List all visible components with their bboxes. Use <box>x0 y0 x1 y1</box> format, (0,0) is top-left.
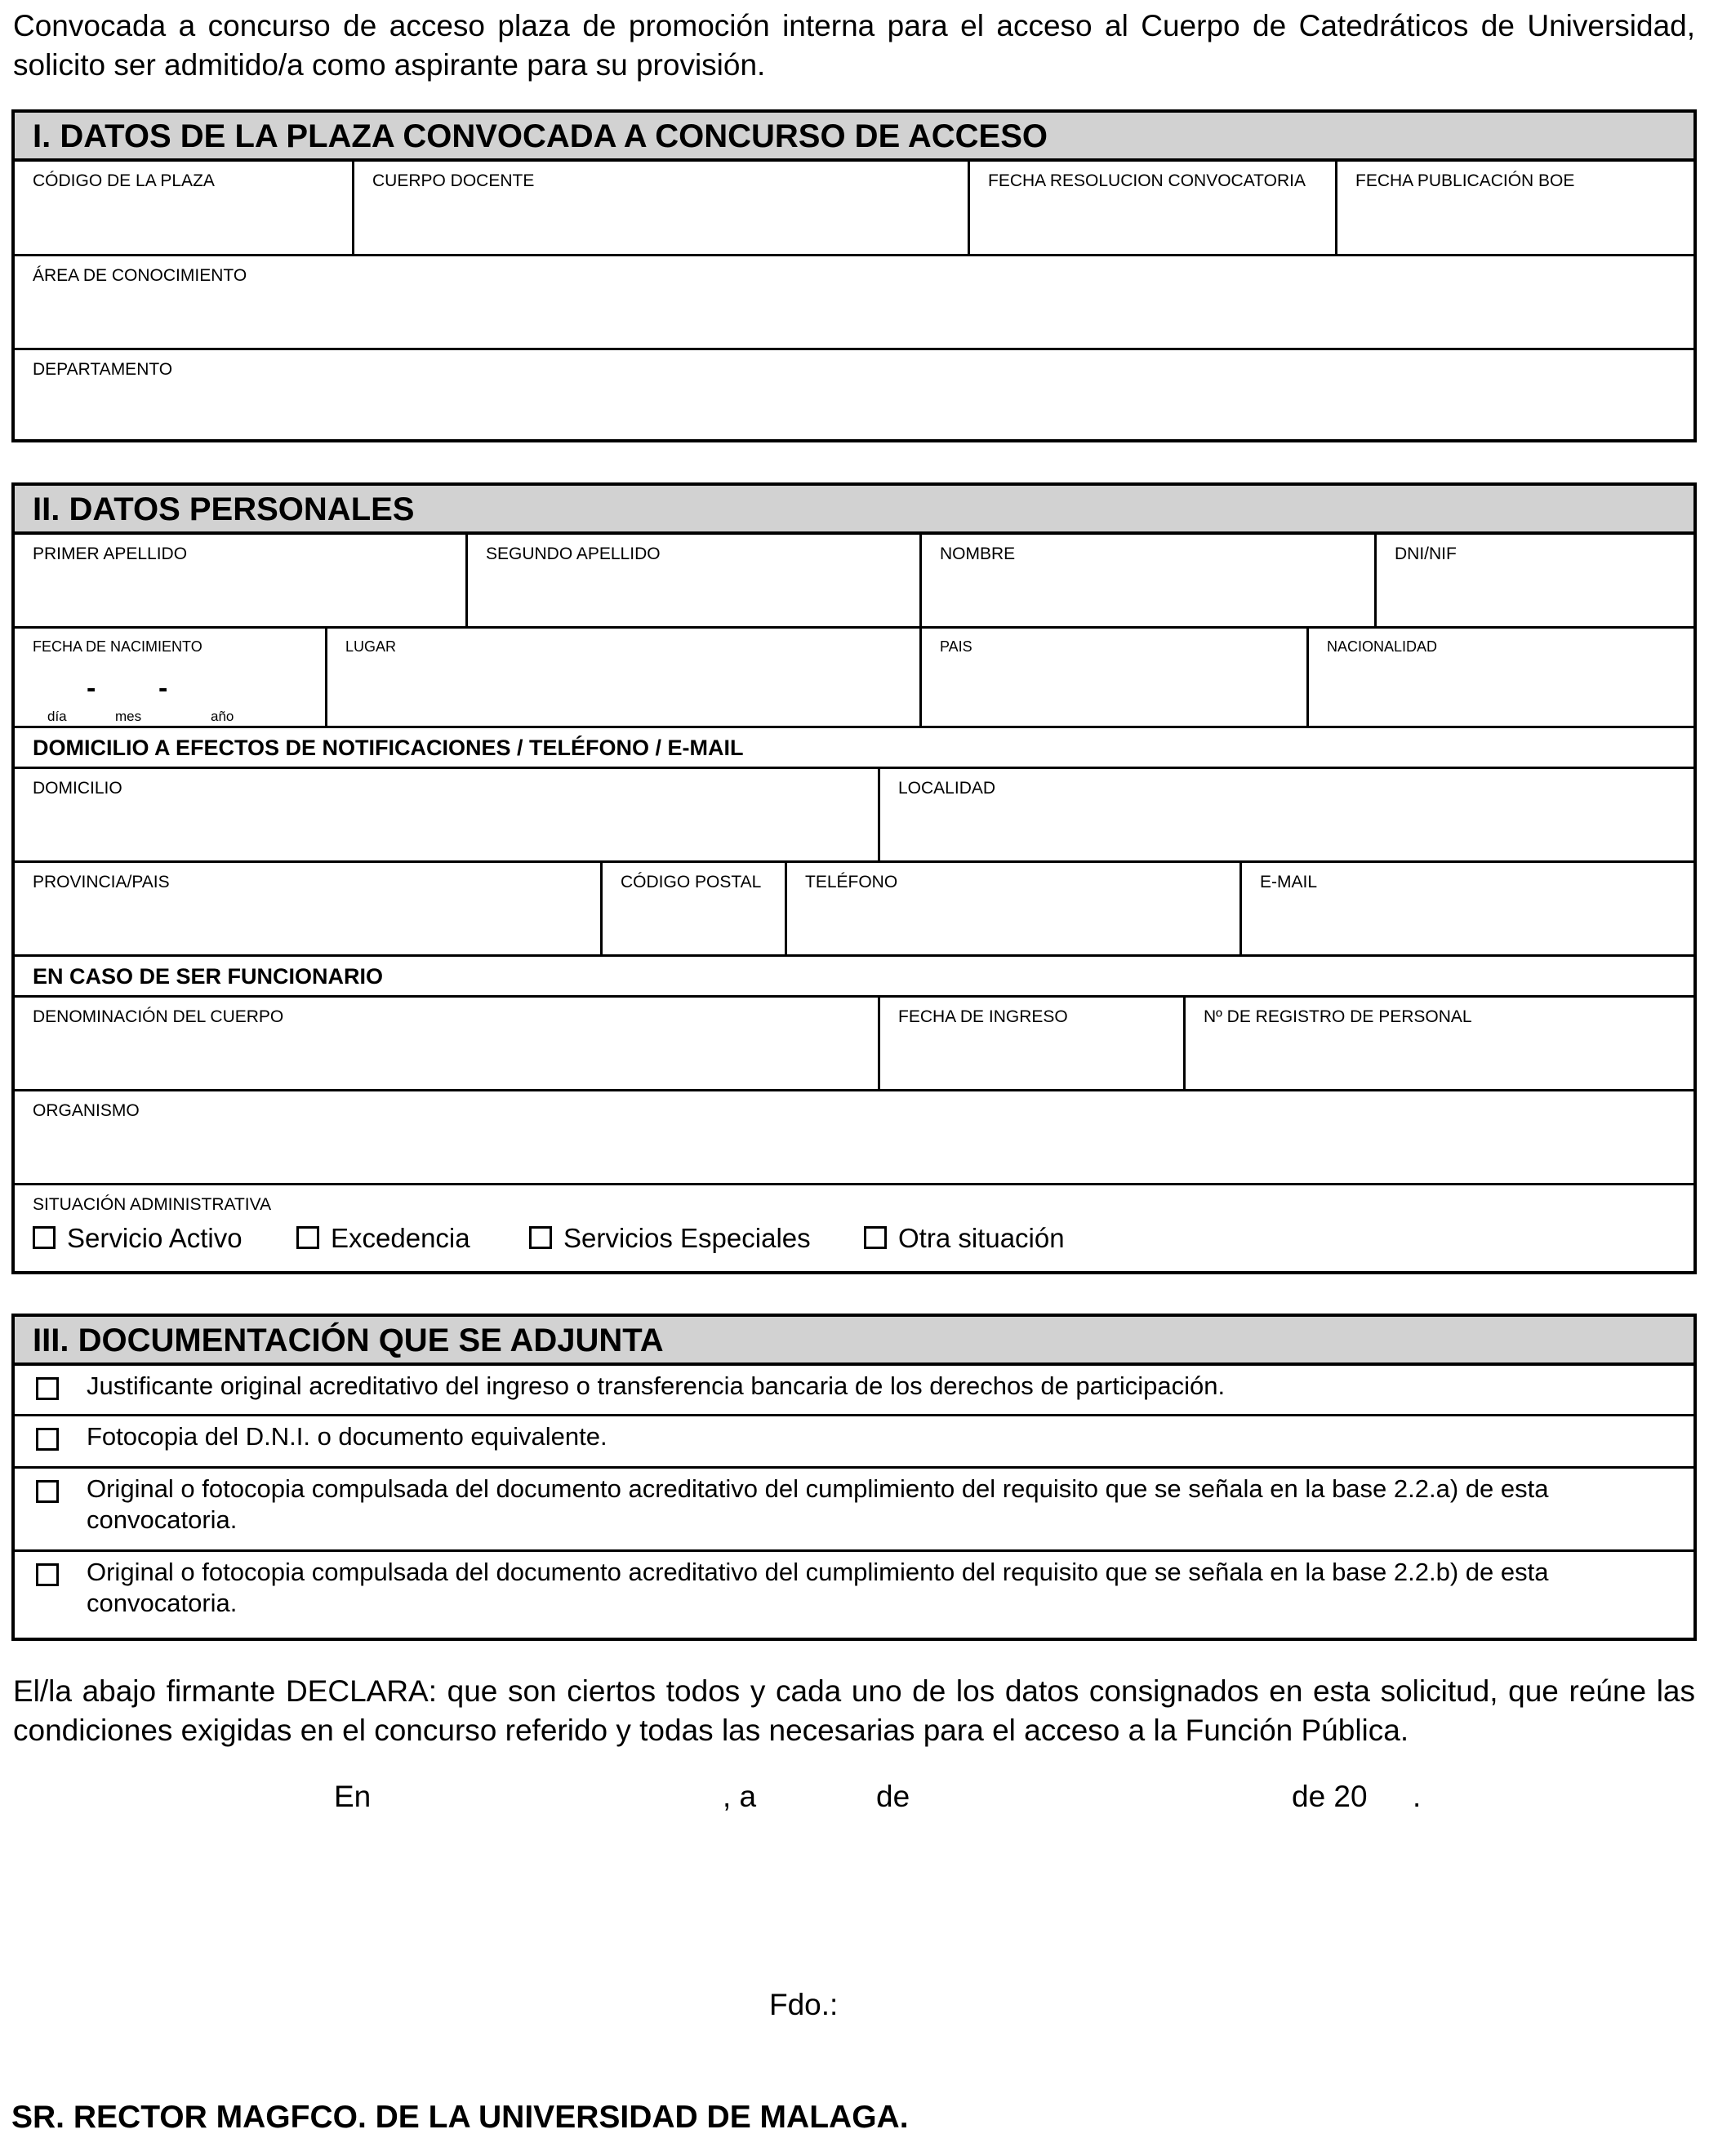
section-plaza-title: I. DATOS DE LA PLAZA CONVOCADA A CONCURSO DE ACCESO <box>15 113 1693 162</box>
email-field[interactable] <box>1242 863 1693 954</box>
domicilio-subheading: DOMICILIO A EFECTOS DE NOTIFICACIONES / TELÉFONO / E-MAIL <box>15 728 1693 769</box>
place-a-label: , a <box>723 1780 757 1813</box>
lugar-field[interactable] <box>327 629 922 726</box>
fecha-ingreso-label: FECHA DE INGRESO <box>898 1007 1068 1026</box>
section-plaza <box>11 109 1697 442</box>
doc-item-dni[interactable] <box>15 1416 1693 1469</box>
place-en-label: En <box>334 1780 372 1813</box>
registro-personal-label: Nº DE REGISTRO DE PERSONAL <box>1204 1007 1472 1026</box>
dia-label: día <box>47 709 67 724</box>
date-separator-1: - <box>87 673 96 704</box>
dni-field[interactable] <box>1377 535 1693 626</box>
signature-label: Fdo.: <box>769 1988 839 2021</box>
fecha-ingreso-field[interactable] <box>880 998 1186 1089</box>
segundo-apellido-label: SEGUNDO APELLIDO <box>486 545 661 563</box>
nacionalidad-label: NACIONALIDAD <box>1327 638 1438 655</box>
requisito-b-text: Original o fotocopia compulsada del documento acreditativo del cumplimiento del requisito que se señala en la base 2.2.b) de esta convocatoria. <box>87 1558 1549 1617</box>
servicios-especiales-checkbox[interactable] <box>529 1226 552 1249</box>
area-conocimiento-field[interactable] <box>15 256 1693 348</box>
pais-label: PAIS <box>940 638 972 655</box>
date-separator-2: - <box>158 673 168 704</box>
codigo-postal-field[interactable] <box>603 863 787 954</box>
fecha-boe-label: FECHA PUBLICACIÓN BOE <box>1355 171 1575 190</box>
excedencia-label: Excedencia <box>331 1223 470 1253</box>
nombre-label: NOMBRE <box>940 545 1016 563</box>
domicilio-label: DOMICILIO <box>33 779 122 798</box>
fecha-resolucion-label: FECHA RESOLUCION CONVOCATORIA <box>988 171 1306 190</box>
date-de-label: de <box>876 1780 910 1813</box>
section-documentacion-title: III. DOCUMENTACIÓN QUE SE ADJUNTA <box>15 1317 1693 1366</box>
codigo-plaza-label: CÓDIGO DE LA PLAZA <box>33 171 215 190</box>
departamento-label: DEPARTAMENTO <box>33 360 173 379</box>
servicio-activo-checkbox[interactable] <box>33 1226 56 1249</box>
area-conocimiento-label: ÁREA DE CONOCIMIENTO <box>33 266 247 285</box>
fecha-nacimiento-field[interactable] <box>15 629 327 726</box>
primer-apellido-label: PRIMER APELLIDO <box>33 545 188 563</box>
localidad-label: LOCALIDAD <box>898 779 996 798</box>
organismo-field[interactable] <box>15 1091 1693 1183</box>
requisito-a-checkbox[interactable] <box>36 1480 59 1503</box>
dni-label: DNI/NIF <box>1395 545 1457 563</box>
option-otra-situacion[interactable] <box>864 1223 1065 1254</box>
justificante-checkbox[interactable] <box>36 1377 59 1400</box>
doc-item-requisito-b[interactable] <box>15 1552 1693 1636</box>
fecha-resolucion-field[interactable] <box>970 162 1337 254</box>
requisito-b-checkbox[interactable] <box>36 1563 59 1586</box>
email-label: E-MAIL <box>1260 873 1318 891</box>
nacionalidad-field[interactable] <box>1309 629 1693 726</box>
justificante-text: Justificante original acreditativo del ingreso o transferencia bancaria de los derechos de participación. <box>87 1371 1226 1400</box>
provincia-field[interactable] <box>15 863 603 954</box>
fecha-boe-field[interactable] <box>1337 162 1693 254</box>
requisito-a-text: Original o fotocopia compulsada del documento acreditativo del cumplimiento del requisito que se señala en la base 2.2.a) de esta convocatoria. <box>87 1474 1549 1534</box>
date-year-label: de 20 <box>1292 1780 1368 1813</box>
telefono-field[interactable] <box>787 863 1242 954</box>
codigo-plaza-field[interactable] <box>15 162 354 254</box>
anio-label: año <box>211 709 234 724</box>
addressee: SR. RECTOR MAGFCO. DE LA UNIVERSIDAD DE MALAGA. <box>11 2100 909 2135</box>
segundo-apellido-field[interactable] <box>468 535 922 626</box>
date-period: . <box>1413 1780 1422 1813</box>
pais-field[interactable] <box>922 629 1309 726</box>
primer-apellido-field[interactable] <box>15 535 468 626</box>
option-servicio-activo[interactable] <box>33 1223 243 1254</box>
section-datos-personales-title: II. DATOS PERSONALES <box>15 486 1693 535</box>
otra-situacion-label: Otra situación <box>898 1223 1065 1253</box>
denominacion-cuerpo-field[interactable] <box>15 998 880 1089</box>
servicios-especiales-label: Servicios Especiales <box>563 1223 811 1253</box>
denominacion-cuerpo-label: DENOMINACIÓN DEL CUERPO <box>33 1007 284 1026</box>
nombre-field[interactable] <box>922 535 1377 626</box>
intro-paragraph: Convocada a concurso de acceso plaza de promoción interna para el acceso al Cuerpo de Catedráticos de Universidad, solicito ser admitido/a como aspirante para su provisión. <box>13 9 1695 82</box>
registro-personal-field[interactable] <box>1186 998 1693 1089</box>
telefono-label: TELÉFONO <box>805 873 898 891</box>
excedencia-checkbox[interactable] <box>296 1226 319 1249</box>
section-datos-personales <box>11 482 1697 1274</box>
option-servicios-especiales[interactable] <box>529 1223 811 1254</box>
dni-text: Fotocopia del D.N.I. o documento equivalente. <box>87 1422 607 1451</box>
departamento-field[interactable] <box>15 350 1693 440</box>
cuerpo-docente-field[interactable] <box>354 162 970 254</box>
fecha-nacimiento-label: FECHA DE NACIMIENTO <box>33 638 202 655</box>
section-documentacion <box>11 1314 1697 1641</box>
lugar-label: LUGAR <box>345 638 397 655</box>
organismo-label: ORGANISMO <box>33 1101 140 1120</box>
option-excedencia[interactable] <box>296 1223 470 1254</box>
cuerpo-docente-label: CUERPO DOCENTE <box>372 171 535 190</box>
declaration-paragraph: El/la abajo firmante DECLARA: que son ciertos todos y cada uno de los datos consignados en esta solicitud, que reúne las condiciones exigidas en el concurso referido y todas las necesarias para el acceso a la Función Pública. <box>13 1674 1695 1747</box>
otra-situacion-checkbox[interactable] <box>864 1226 887 1249</box>
funcionario-subheading: EN CASO DE SER FUNCIONARIO <box>15 957 1693 998</box>
situacion-administrativa-field <box>15 1185 1693 1270</box>
mes-label: mes <box>115 709 142 724</box>
situacion-administrativa-label: SITUACIÓN ADMINISTRATIVA <box>33 1195 272 1214</box>
provincia-label: PROVINCIA/PAIS <box>33 873 170 891</box>
doc-item-justificante[interactable] <box>15 1366 1693 1416</box>
codigo-postal-label: CÓDIGO POSTAL <box>621 873 762 891</box>
localidad-field[interactable] <box>880 769 1693 860</box>
domicilio-field[interactable] <box>15 769 880 860</box>
dni-checkbox[interactable] <box>36 1428 59 1451</box>
servicio-activo-label: Servicio Activo <box>67 1223 243 1253</box>
doc-item-requisito-a[interactable] <box>15 1469 1693 1552</box>
